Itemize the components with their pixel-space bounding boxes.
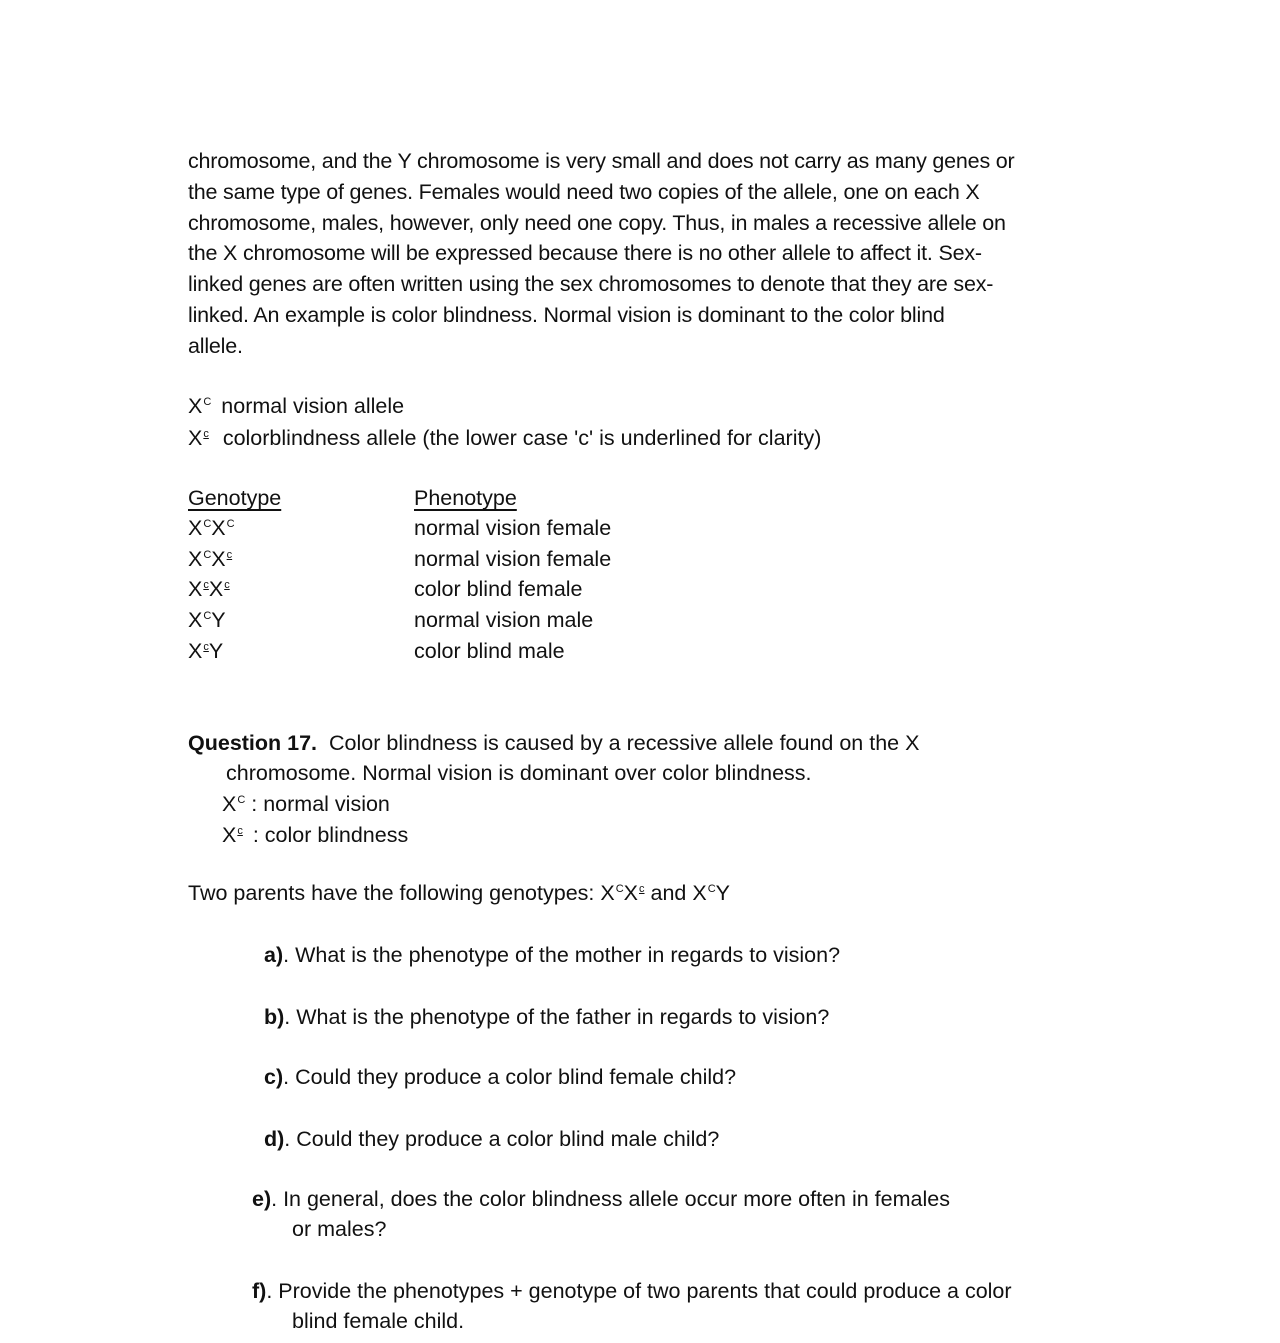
phenotype-header: Phenotype	[414, 486, 517, 510]
intro-line: allele.	[188, 333, 243, 358]
allele-base: X	[188, 394, 203, 418]
parents-genotypes-line: Two parents have the following genotypes: $X^CX^c$ and $X^CY$	[188, 881, 730, 905]
question-part-f: f). Provide the phenotypes + genotype of two parents that could produce a color	[252, 1279, 1012, 1303]
question-key-normal: $X^C$ : normal vision	[222, 792, 390, 816]
question-line-1	[188, 731, 919, 756]
allele-key-normal	[188, 394, 404, 419]
genotype-cell: $X^CX^C$	[188, 516, 235, 540]
question-part-e-cont: or males?	[292, 1217, 387, 1241]
intro-line: linked genes are often written using the sex chromosomes to denote that they are sex-	[188, 272, 994, 297]
intro-line: chromosome, males, however, only need one copy. Thus, in males a recessive allele on	[188, 210, 1006, 235]
genotype-cell: $X^cX^c$	[188, 577, 230, 601]
allele-base: X	[188, 426, 203, 450]
phenotype-cell: normal vision female	[414, 547, 612, 571]
father-genotype: $X^CY$	[692, 881, 730, 905]
genotype-header: Genotype	[188, 486, 282, 510]
question-key-colorblind: $X^c$ : color blindness	[222, 823, 409, 847]
question-part-c: c). Could they produce a color blind female child?	[264, 1065, 737, 1089]
genotype-cell: $X^CY$	[188, 608, 226, 632]
question-part-a: a). What is the phenotype of the mother in regards to vision?	[264, 943, 841, 967]
question-part-f-cont: blind female child.	[292, 1309, 465, 1333]
intro-line: linked. An example is color blindness. Normal vision is dominant to the color blind	[188, 302, 945, 327]
allele-desc: colorblindness allele (the lower case 'c' is underlined for clarity)	[222, 426, 822, 450]
allele-key-colorblind	[188, 426, 821, 451]
intro-paragraph	[188, 146, 1088, 362]
genotype-cell: $X^CX^c$	[188, 547, 233, 571]
mother-genotype: $X^CX^c$	[600, 881, 645, 905]
intro-line: the same type of genes. Females would need two copies of the allele, one on each X	[188, 179, 980, 204]
allele-desc: normal vision allele	[221, 394, 405, 418]
question-label: Question 17.	[188, 731, 318, 755]
question-text: Color blindness is caused by a recessive allele found on the X	[329, 731, 920, 755]
question-line-2: chromosome. Normal vision is dominant over color blindness.	[226, 761, 812, 785]
phenotype-cell: normal vision male	[414, 608, 594, 632]
allele-sup: C	[203, 396, 212, 408]
genotype-cell: $X^cY$	[188, 639, 224, 663]
question-part-d: d). Could they produce a color blind male child?	[264, 1127, 720, 1151]
phenotype-cell: color blind female	[414, 577, 583, 601]
question-part-b: b). What is the phenotype of the father in regards to vision?	[264, 1005, 830, 1029]
allele-sup: c	[203, 428, 209, 440]
intro-line: the X chromosome will be expressed because there is no other allele to affect it. Sex-	[188, 241, 982, 266]
intro-line: chromosome, and the Y chromosome is very small and does not carry as many genes or	[188, 149, 1015, 173]
phenotype-cell: color blind male	[414, 639, 565, 663]
phenotype-cell: normal vision female	[414, 516, 612, 540]
question-part-e: e). In general, does the color blindness allele occur more often in females	[252, 1187, 950, 1211]
